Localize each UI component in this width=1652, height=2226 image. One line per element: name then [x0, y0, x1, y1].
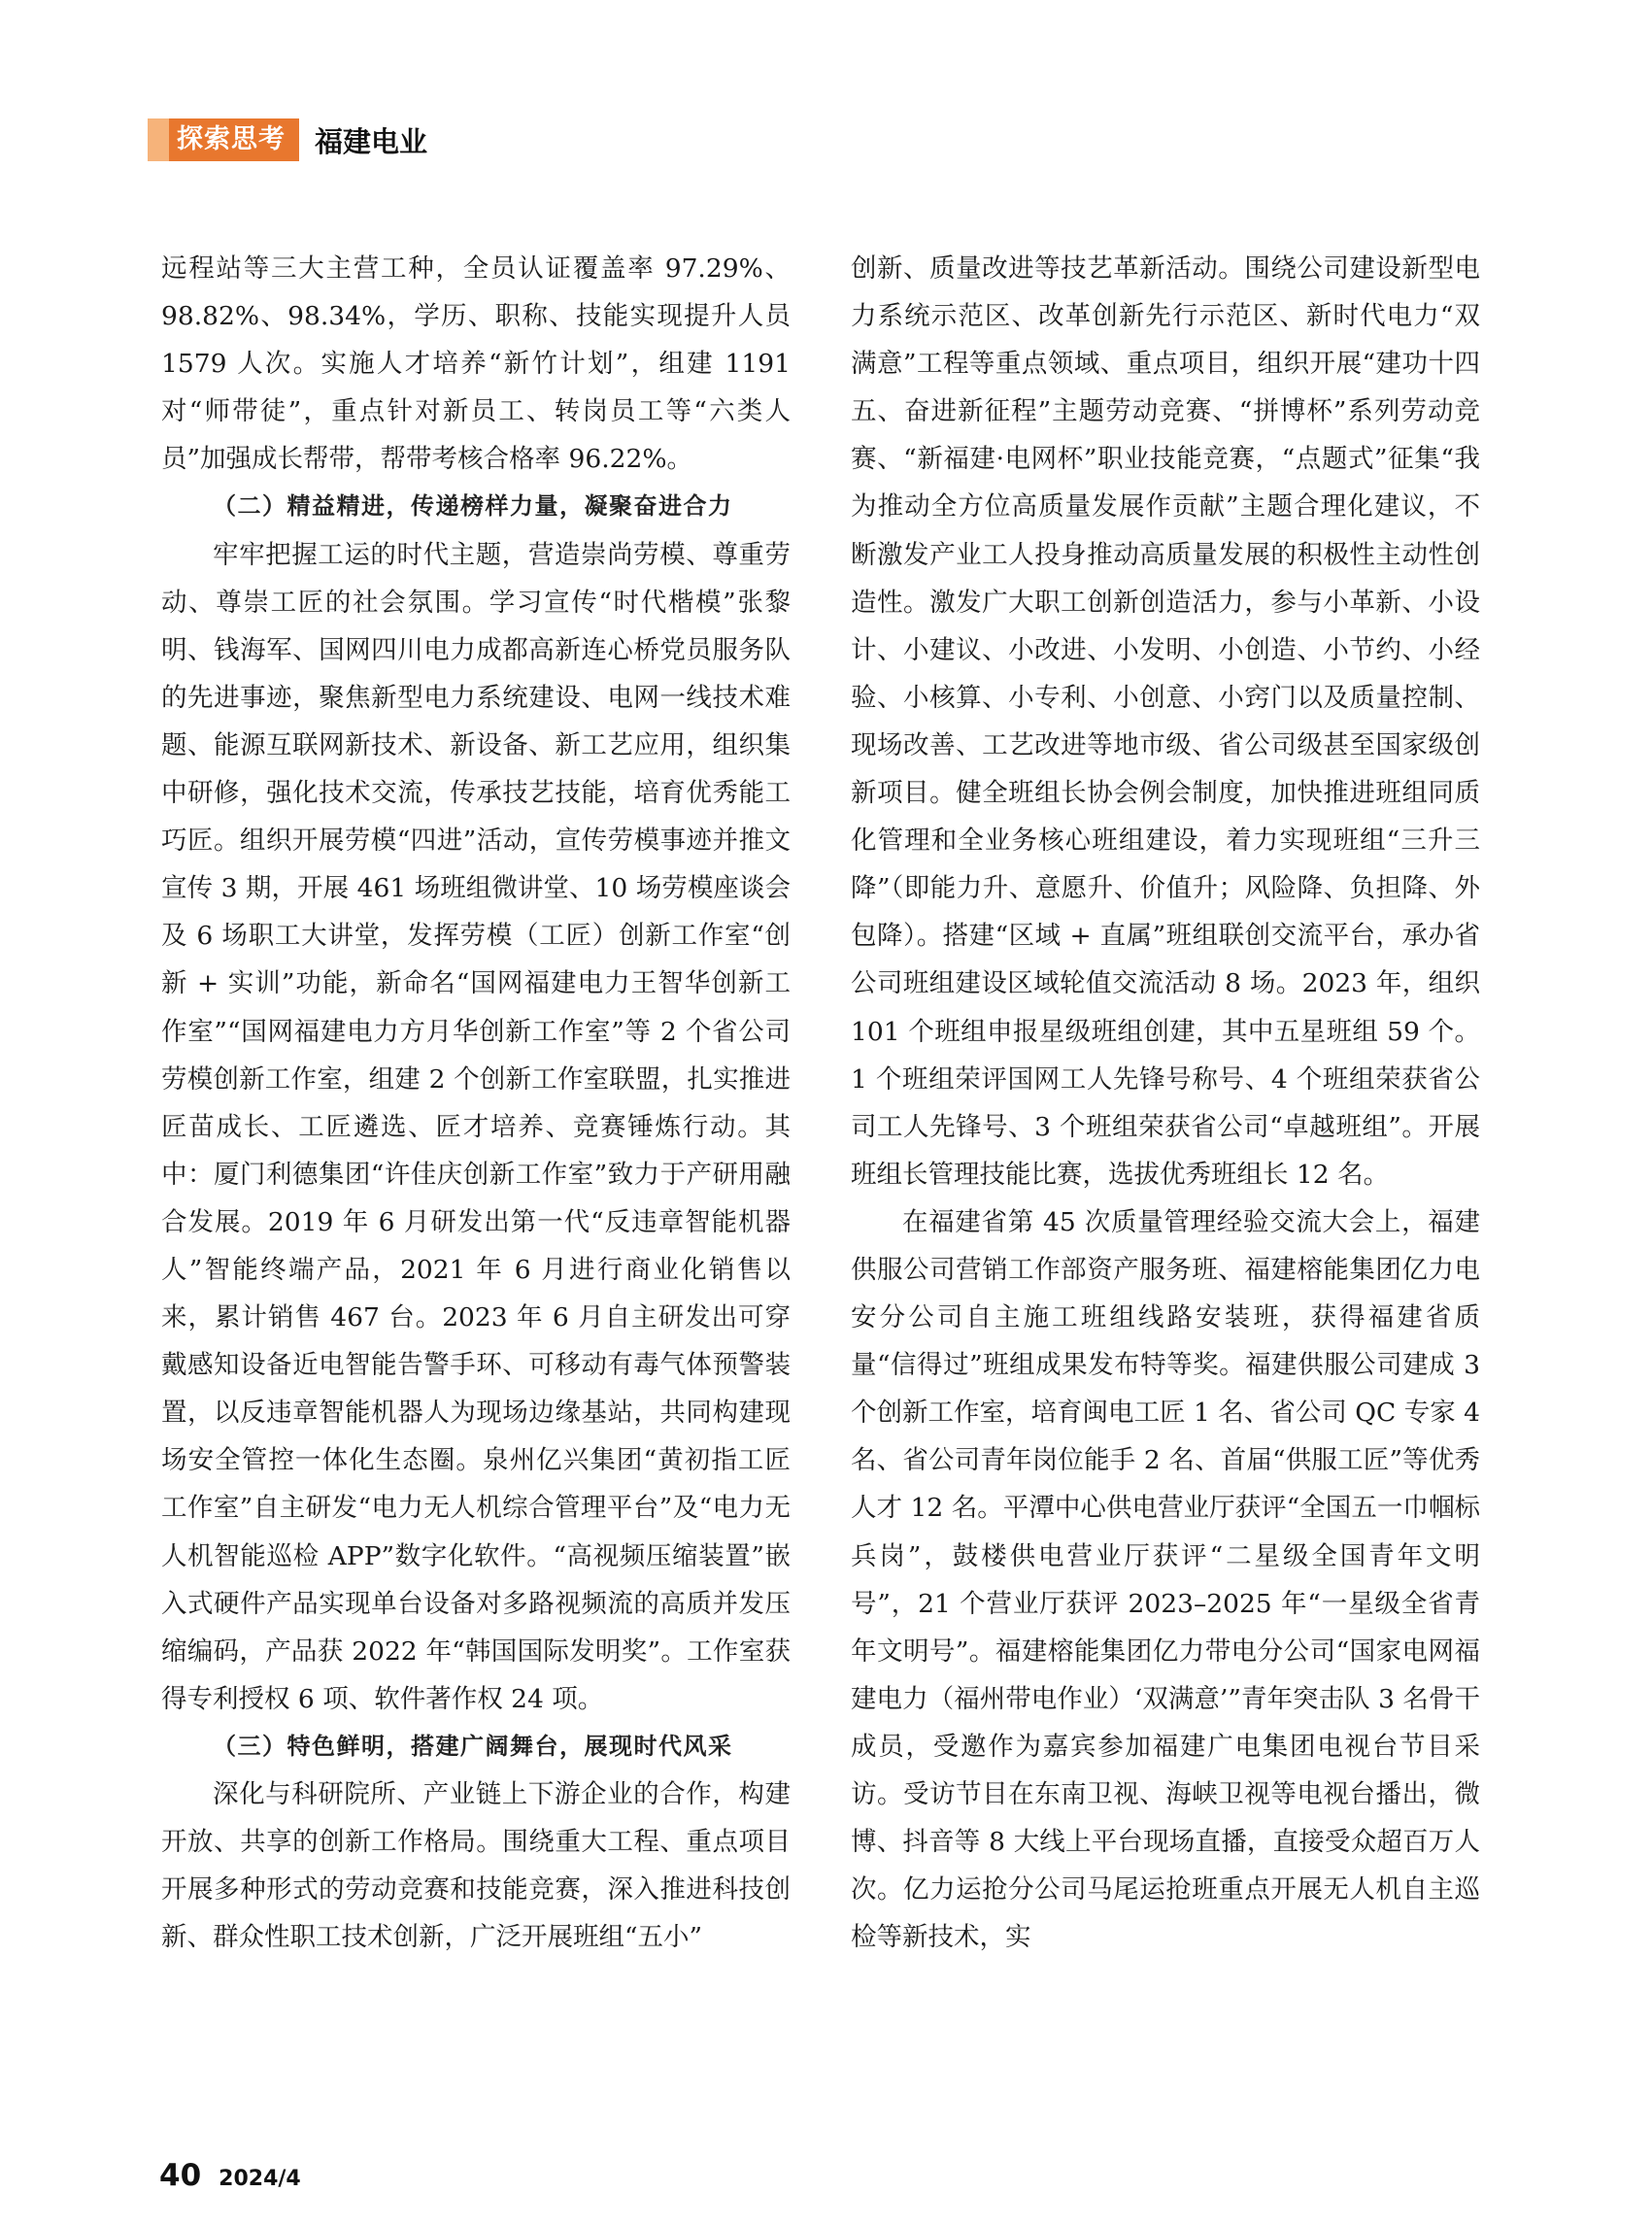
section-heading-2: （二）精益精进，传递榜样力量，凝聚奋进合力	[213, 492, 733, 521]
paragraph: 远程站等三大主营工种，全员认证覆盖率 97.29%、98.82%、98.34%，学历、职称、技能实现提升人员 1579 人次。实施人才培养“新竹计划”，组建 1191 对“师带徒”，重点针对新员工、转岗员工等“六类人员”加强成长帮带，帮带考核合格率 96.22%。	[161, 253, 791, 475]
page-footer	[159, 2158, 301, 2193]
paragraph: 深化与科研院所、产业链上下游企业的合作，构建开放、共享的创新工作格局。围绕重大工程、重点项目开展多种形式的劳动竞赛和技能竞赛，深入推进科技创新、群众性职工技术创新，广泛开展班组“五小”	[161, 1779, 791, 1953]
section-tag: 探索思考	[148, 118, 299, 161]
paragraph: 牢牢把握工运的时代主题，营造崇尚劳模、尊重劳动、尊崇工匠的社会氛围。学习宣传“时代楷模”张黎明、钱海军、国网四川电力成都高新连心桥党员服务队的先进事迹，聚焦新型电力系统建设、电网一线技术难题、能源互联网新技术、新设备、新工艺应用，组织集中研修，强化技术交流，传承技艺技能，培育优秀能工巧匠。组织开展劳模“四进”活动，宣传劳模事迹并推文宣传 3 期，开展 461 场班组微讲堂、10 场劳模座谈会及 6 场职工大讲堂，发挥劳模（工匠）创新工作室“创新 + 实训”功能，新命名“国网福建电力王智华创新工作室”“国网福建电力方月华创新工作室”等 2 个省公司劳模创新工作室，组建 2 个创新工作室联盟，扎实推进匠苗成长、工匠遴选、匠才培养、竞赛锤炼行动。其中：厦门利德集团“许佳庆创新工作室”致力于产研用融合发展。2019 年 6 月研发出第一代“反违章智能机器人”智能终端产品，2021 年 6 月进行商业化销售以来，累计销售 467 台。2023 年 6 月自主研发出可穿戴感知设备近电智能告警手环、可移动有毒气体预警装置，以反违章智能机器人为现场边缘基站，共同构建现场安全管控一体化生态圈。泉州亿兴集团“黄初指工匠工作室”自主研发“电力无人机综合管理平台”及“电力无人机智能巡检 APP”数字化软件。“高视频压缩装置”嵌入式硬件产品实现单台设备对多路视频流的高质并发压缩编码，产品获 2022 年“韩国国际发明奖”。工作室获得专利授权 6 项、软件著作权 24 项。	[161, 539, 791, 1714]
publication-name: 福建电业	[315, 124, 428, 158]
paragraph: 在福建省第 45 次质量管理经验交流大会上，福建供服公司营销工作部资产服务班、福建榕能集团亿力电安分公司自主施工班组线路安装班，获得福建省质量“信得过”班组成果发布特等奖。福建供服公司建成 3 个创新工作室，培育闽电工匠 1 名、省公司 QC 专家 4 名、省公司青年岗位能手 2 名、首届“供服工匠”等优秀人才 12 名。平潭中心供电营业厅获评“全国五一巾帼标兵岗”，鼓楼供电营业厅获评“二星级全国青年文明号”，21 个营业厅获评 2023–2025 年“一星级全省青年文明号”。福建榕能集团亿力带电分公司“国家电网福建电力（福州带电作业）‘双满意’”青年突击队 3 名骨干成员，受邀作为嘉宾参加福建广电集团电视台节目采访。受访节目在东南卫视、海峡卫视等电视台播出，微博、抖音等 8 大线上平台现场直播，直接受众超百万人次。亿力运抢分公司马尾运抢班重点开展无人机自主巡检等新技术，实	[851, 1206, 1480, 1953]
page-header	[148, 118, 427, 161]
section-heading-3: （三）特色鲜明，搭建广阔舞台，展现时代风采	[213, 1732, 733, 1760]
page-number: 40	[159, 2158, 202, 2193]
left-column	[161, 245, 791, 1961]
right-column	[851, 245, 1480, 1961]
issue-label: 2024/4	[219, 2167, 301, 2191]
paragraph: 创新、质量改进等技艺革新活动。围绕公司建设新型电力系统示范区、改革创新先行示范区、新时代电力“双满意”工程等重点领域、重点项目，组织开展“建功十四五、奋进新征程”主题劳动竞赛、“拼博杯”系列劳动竞赛、“新福建·电网杯”职业技能竞赛，“点题式”征集“我为推动全方位高质量发展作贡献”主题合理化建议，不断激发产业工人投身推动高质量发展的积极性主动性创造性。激发广大职工创新创造活力，参与小革新、小设计、小建议、小改进、小发明、小创造、小节约、小经验、小核算、小专利、小创意、小窍门以及质量控制、现场改善、工艺改进等地市级、省公司级甚至国家级创新项目。健全班组长协会例会制度，加快推进班组同质化管理和全业务核心班组建设，着力实现班组“三升三降”（即能力升、意愿升、价值升；风险降、负担降、外包降）。搭建“区域 + 直属”班组联创交流平台，承办省公司班组建设区域轮值交流活动 8 场。2023 年，组织 101 个班组申报星级班组创建，其中五星班组 59 个。1 个班组荣评国网工人先锋号称号、4 个班组荣获省公司工人先锋号、3 个班组荣获省公司“卓越班组”。开展班组长管理技能比赛，选拔优秀班组长 12 名。	[851, 253, 1480, 1190]
